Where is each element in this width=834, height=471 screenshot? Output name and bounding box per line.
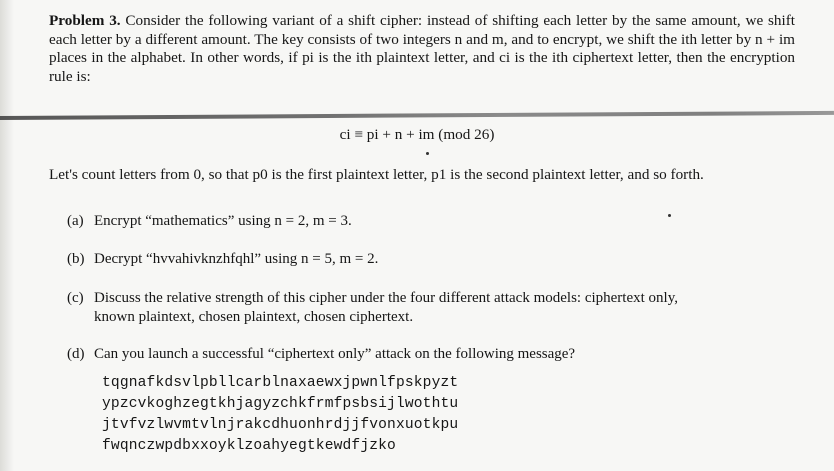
pen-mark (668, 214, 671, 217)
counting-note: Let's count letters from 0, so that p0 is the first plaintext letter, p1 is the second plaintext letter, and so forth. (49, 166, 704, 183)
part-c (67, 289, 797, 326)
ciphertext-line: tqgnafkdsvlpbllcarblnaxaewxjpwnlfpskpyzt (102, 375, 459, 391)
part-text: Can you launch a successful “ciphertext only” attack on the following message? (94, 346, 576, 362)
intro-line-1: Consider the following variant of a shift cipher: instead of shifting each letter by the same (125, 12, 687, 29)
ciphertext-line: jtvfvzlwvmtvlnjrakcdhuonhrdjjfvonxuotkpu (102, 417, 459, 433)
part-text: Decrypt “hvvahivknzhfqhl” using n = 5, m = 2. (94, 251, 379, 267)
part-d (67, 345, 797, 364)
problem-statement (49, 12, 795, 86)
pen-mark (426, 152, 429, 155)
ciphertext-line: fwqnczwpdbxxoyklzoahyegtkewdfjzko (102, 438, 396, 454)
intro-line-2: amount, we shift each letter by a different amount. The key consists of two integers n and m, and to (49, 12, 796, 48)
part-label: (c) (67, 290, 84, 306)
ciphertext-line: ypzcvkoghzegtkhjagyzchkfrmfpsbsijlwothtu (102, 396, 459, 412)
ciphertext-block (102, 373, 562, 457)
part-a (67, 212, 797, 231)
intro-line-3: encrypt, we shift the ith letter by n + im places in the alphabet. In other words, if pi is the ith plaintext (49, 30, 795, 67)
part-text-line-2: known plaintext, chosen plaintext, chosen ciphertext. (94, 308, 414, 325)
part-label: (b) (67, 251, 85, 267)
scan-crease-line (0, 111, 834, 120)
intro-line-4: letter, and ci is the ith ciphertext letter, then the encryption rule is: (49, 49, 796, 85)
part-label: (d) (67, 346, 85, 362)
page-shadow (0, 0, 14, 471)
encryption-equation: ci ≡ pi + n + im (mod 26) (339, 126, 495, 143)
part-b (67, 250, 797, 269)
problem-heading: Problem 3. (49, 12, 121, 29)
part-text: Encrypt “mathematics” using n = 2, m = 3. (94, 213, 352, 229)
part-label: (a) (67, 213, 84, 229)
part-text-line-1: Discuss the relative strength of this cipher under the four different attack models: ciphertext only, (94, 290, 678, 306)
